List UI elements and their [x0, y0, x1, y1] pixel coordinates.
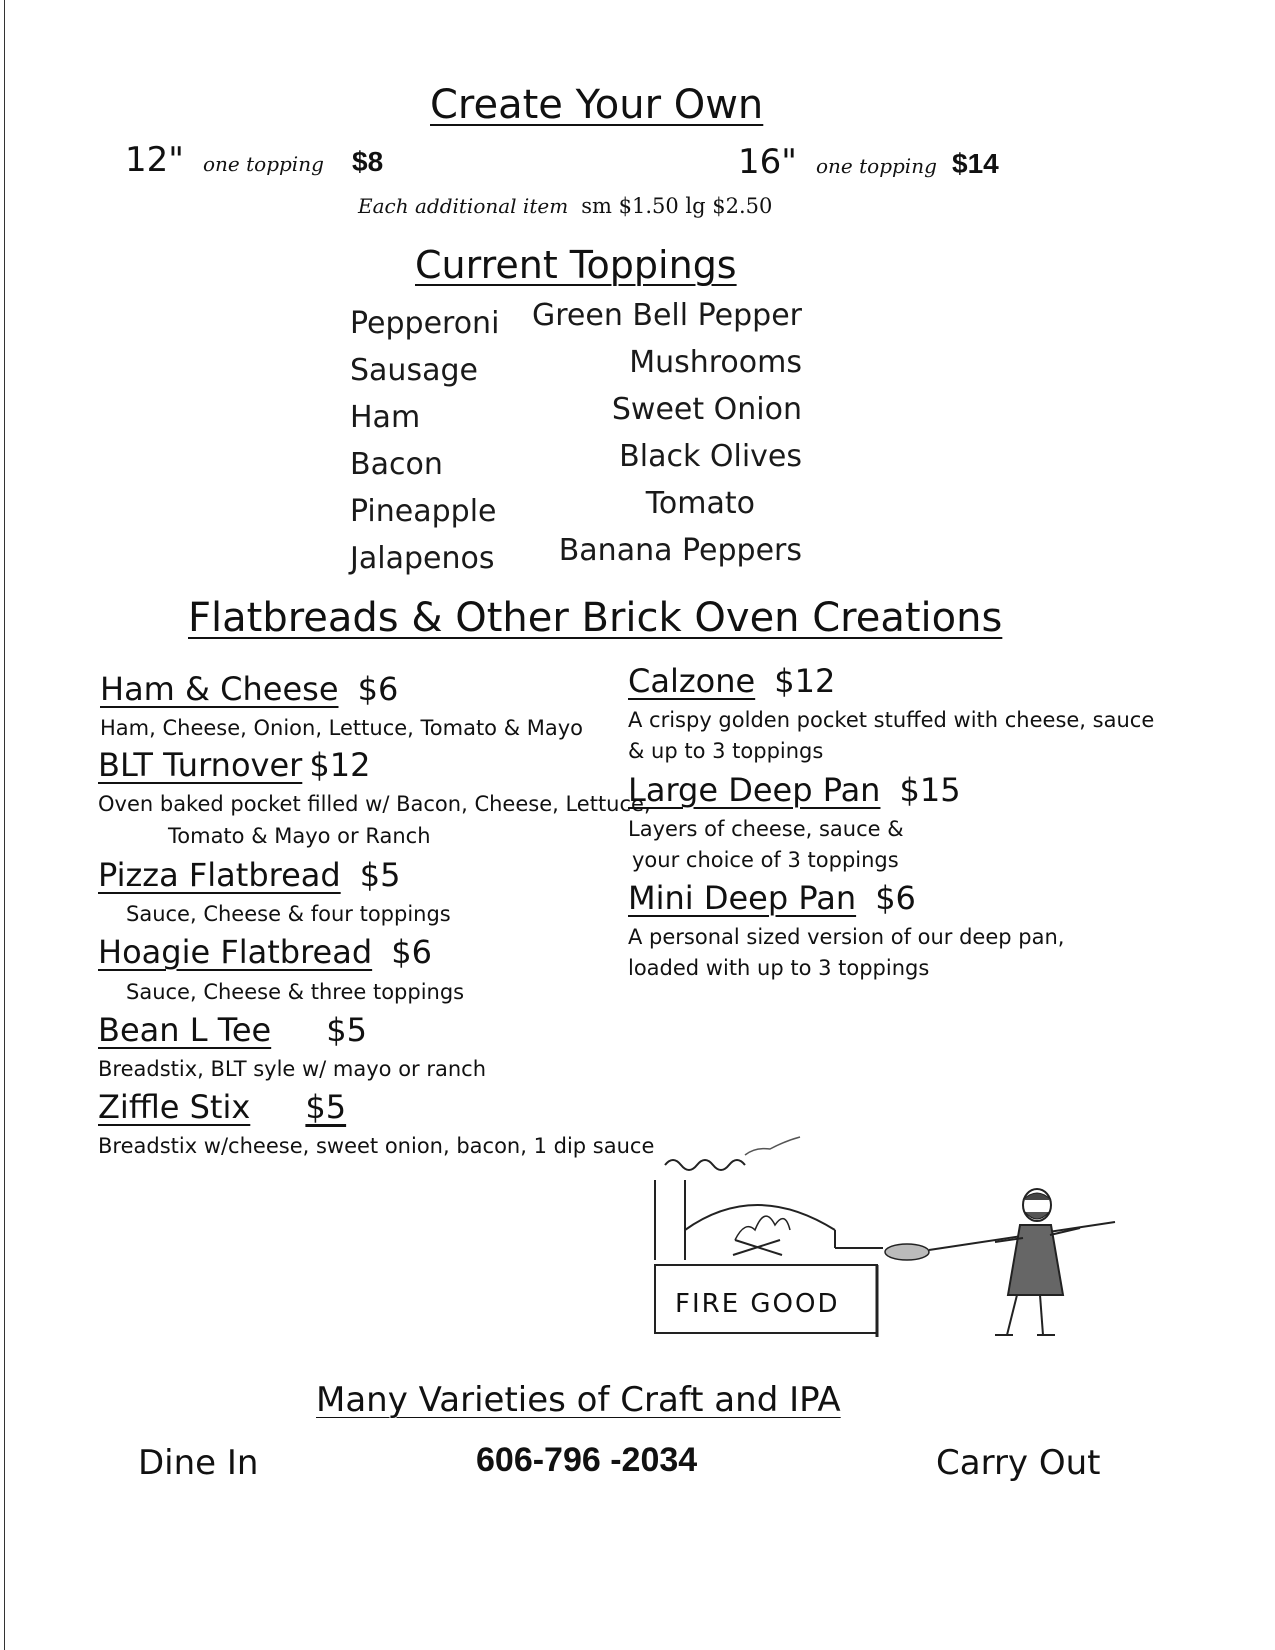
- item-price: $6: [357, 670, 399, 708]
- menu-item-blt-turnover: [98, 746, 370, 784]
- create-your-own-title: Create Your Own: [430, 82, 764, 128]
- flatbreads-title: Flatbreads & Other Brick Oven Creations: [188, 595, 1003, 641]
- small-size: 12": [125, 140, 184, 180]
- topping-left: Ham: [350, 400, 421, 435]
- small-label: one topping: [203, 152, 324, 176]
- topping-right: Tomato: [645, 486, 755, 521]
- item-name: Calzone: [628, 662, 756, 700]
- menu-item-ham-cheese: [100, 670, 398, 708]
- large-pizza-offer: [738, 142, 937, 182]
- topping-right: Green Bell Pepper: [532, 298, 802, 333]
- toppings-title: Current Toppings: [415, 243, 737, 287]
- topping-right: Banana Peppers: [558, 533, 802, 568]
- menu-item-calzone: [628, 662, 835, 700]
- menu-item-bean-l-tee: [98, 1011, 367, 1049]
- item-desc: Breadstix w/cheese, sweet onion, bacon, 1 dip sauce: [98, 1134, 655, 1158]
- item-name: BLT Turnover: [98, 746, 303, 784]
- phone-number[interactable]: 606-796 -2034: [476, 1441, 698, 1479]
- small-price: $8: [352, 146, 384, 177]
- item-price: $5: [359, 856, 401, 894]
- item-price: $5: [326, 1011, 367, 1049]
- large-price: $14: [952, 148, 999, 179]
- page-border: [4, 0, 5, 1650]
- item-price: $6: [875, 879, 916, 917]
- menu-item-pizza-flatbread: [98, 856, 401, 894]
- item-desc: loaded with up to 3 toppings: [628, 956, 930, 980]
- small-pizza-offer: [125, 140, 324, 180]
- topping-left: Sausage: [350, 353, 478, 388]
- item-desc: Layers of cheese, sauce &: [628, 817, 904, 841]
- item-desc: Oven baked pocket filled w/ Bacon, Cheese, Lettuce,: [98, 792, 651, 816]
- topping-left: Pineapple: [350, 494, 497, 529]
- topping-right: Mushrooms: [629, 345, 802, 380]
- item-price: $15: [899, 771, 961, 809]
- item-name: Ham & Cheese: [100, 670, 339, 708]
- menu-item-hoagie-flatbread: [98, 933, 432, 971]
- item-price: $5: [305, 1088, 347, 1126]
- item-desc: Breadstix, BLT syle w/ mayo or ranch: [98, 1057, 487, 1081]
- item-desc: your choice of 3 toppings: [632, 848, 899, 872]
- menu-item-large-deep-pan: [628, 771, 961, 809]
- item-name: Ziffle Stix: [98, 1088, 251, 1126]
- craft-beer-note: Many Varieties of Craft and IPA: [316, 1380, 841, 1420]
- item-desc: A crispy golden pocket stuffed with cheese, sauce: [628, 708, 1155, 732]
- item-price: $6: [391, 933, 432, 971]
- topping-left: Bacon: [350, 447, 443, 482]
- item-desc: Sauce, Cheese & three toppings: [126, 980, 465, 1004]
- additional-item-pricing: [358, 194, 772, 218]
- item-name: Hoagie Flatbread: [98, 933, 373, 971]
- item-desc: Tomato & Mayo or Ranch: [168, 824, 431, 848]
- item-price: $12: [309, 746, 371, 784]
- menu-item-mini-deep-pan: [628, 879, 916, 917]
- additional-label: Each additional item: [358, 194, 569, 218]
- item-name: Large Deep Pan: [628, 771, 881, 809]
- item-name: Mini Deep Pan: [628, 879, 857, 917]
- large-label: one topping: [816, 154, 937, 178]
- dine-in-label: Dine In: [138, 1443, 259, 1483]
- menu-item-ziffle-stix: [98, 1088, 346, 1126]
- fire-good-logo: [645, 1130, 1125, 1345]
- item-name: Bean L Tee: [98, 1011, 272, 1049]
- topping-right: Sweet Onion: [611, 392, 802, 427]
- topping-right: Black Olives: [619, 439, 802, 474]
- additional-prices: sm $1.50 lg $2.50: [581, 194, 773, 218]
- carry-out-label: Carry Out: [936, 1443, 1101, 1483]
- item-desc: & up to 3 toppings: [628, 739, 824, 763]
- topping-left: Jalapenos: [350, 541, 495, 576]
- item-desc: A personal sized version of our deep pan,: [628, 925, 1065, 949]
- item-name: Pizza Flatbread: [98, 856, 341, 894]
- item-desc: Ham, Cheese, Onion, Lettuce, Tomato & Mayo: [100, 716, 584, 740]
- topping-left: Pepperoni: [350, 306, 500, 341]
- fire-good-sign-text: FIRE GOOD: [675, 1289, 840, 1319]
- large-size: 16": [738, 142, 797, 182]
- item-desc: Sauce, Cheese & four toppings: [126, 902, 451, 926]
- item-price: $12: [774, 662, 836, 700]
